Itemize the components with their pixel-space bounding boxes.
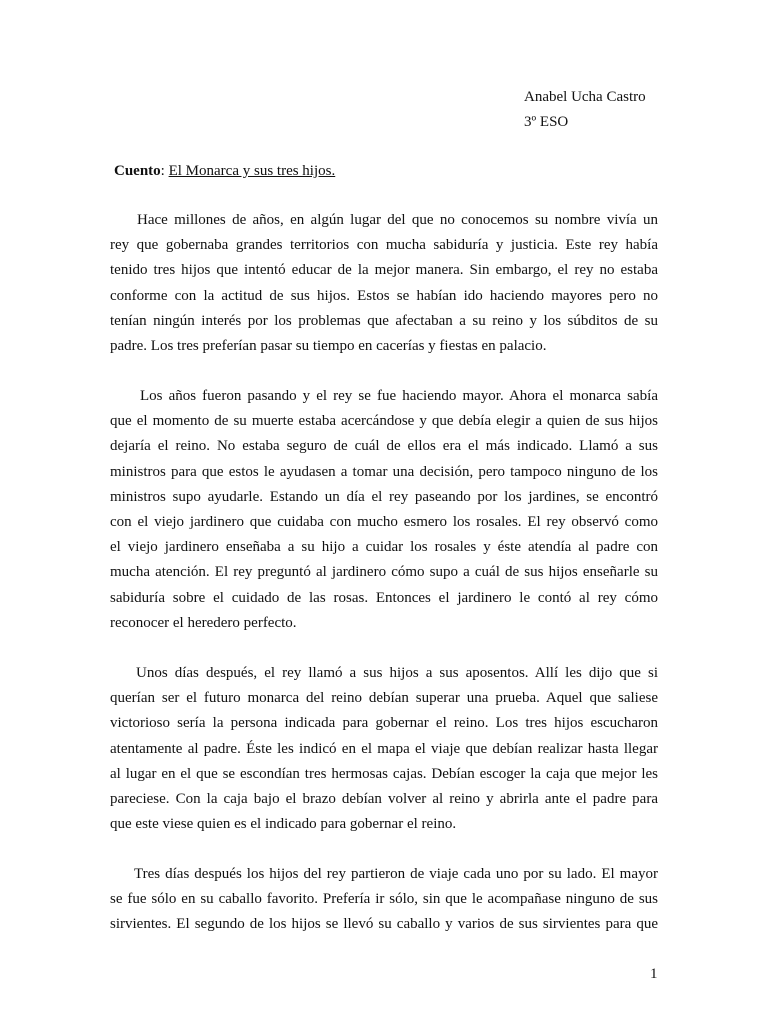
paragraph-line: Hace millones de años, en algún lugar del que no conocemos su nombre vivía un	[137, 212, 658, 228]
paragraph-line: pareciese. Con la caja bajo el brazo debían volver al reino y abrirla ante el padre para	[110, 791, 658, 808]
paragraph-line: Unos días después, el rey llamó a sus hijos a sus aposentos. Allí les dijo que si	[136, 665, 658, 681]
paragraph-line: tenían ningún interés por los problemas que afectaban a su reino y los súbditos de su	[110, 312, 658, 329]
title-text: El Monarca y sus tres hijos.	[168, 163, 336, 179]
paragraph-2	[110, 384, 658, 636]
paragraph-line: querían ser el futuro monarca del reino debían superar una prueba. Aquel que saliese	[110, 690, 658, 707]
paragraph-line: al lugar en el que se escondían tres hermosas cajas. Debían escoger la caja que mejor les	[110, 765, 658, 782]
paragraph-line: atentamente al padre. Éste les indicó en el mapa el viaje que debían realizar hasta llegar	[110, 740, 658, 757]
paragraph-line: reconocer el heredero perfecto.	[110, 614, 297, 631]
paragraph-3	[110, 661, 658, 837]
paragraph-line: dejaría el reino. No estaba seguro de cuál de ellos era el más indicado. Llamó a sus	[110, 438, 658, 455]
paragraph-line: sirvientes. El segundo de los hijos se llevó su caballo y varios de sus sirvientes para que	[110, 916, 658, 933]
paragraph-line: ministros para que estos le ayudasen a tomar una decisión, pero tampoco ninguno de los	[110, 463, 658, 480]
title-separator: :	[160, 163, 169, 179]
author-block	[524, 85, 646, 135]
paragraph-line: victorioso sería la persona indicada para gobernar el reino. Los tres hijos escucharon	[110, 715, 658, 732]
title-label: Cuento	[114, 163, 161, 179]
paragraph-4	[110, 862, 658, 938]
author-name: Anabel Ucha Castro	[524, 89, 646, 105]
paragraph-line: que este viese quien es el indicado para gobernar el reino.	[110, 816, 457, 833]
paragraph-line: que el momento de su muerte estaba acercándose y que debía elegir a quien de sus hijos	[110, 413, 658, 430]
paragraph-1	[110, 208, 658, 359]
paragraph-line: con el viejo jardinero que cuidaba con mucho esmero los rosales. El rey observó como	[110, 514, 658, 531]
paragraph-line: el viejo jardinero enseñaba a su hijo a cuidar los rosales y éste atendía al padre con	[110, 539, 658, 556]
paragraph-line: se fue sólo en su caballo favorito. Prefería ir sólo, sin que le acompañase ninguno de sus	[110, 891, 658, 908]
paragraph-line: Los años fueron pasando y el rey se fue haciendo mayor. Ahora el monarca sabía	[140, 388, 658, 404]
paragraph-line: mucha atención. El rey preguntó al jardinero cómo supo a cuál de sus hijos enseñarle su	[110, 564, 658, 581]
page-number: 1	[650, 966, 658, 982]
course-label: 3º ESO	[524, 114, 569, 130]
paragraph-line: tenido tres hijos que intentó educar de la mejor manera. Sin embargo, el rey no estaba	[110, 262, 658, 279]
paragraph-line: padre. Los tres preferían pasar su tiempo en cacerías y fiestas en palacio.	[110, 338, 547, 355]
paragraph-line: ministros supo ayudarle. Estando un día el rey paseando por los jardines, se encontró	[110, 488, 658, 505]
paragraph-line: conforme con la actitud de sus hijos. Estos se habían ido haciendo mayores pero no	[110, 287, 658, 304]
paragraph-line: rey que gobernaba grandes territorios con mucha sabiduría y justicia. Este rey había	[110, 237, 658, 254]
story-title	[114, 161, 335, 181]
paragraph-line: Tres días después los hijos del rey partieron de viaje cada uno por su lado. El mayor	[134, 866, 658, 882]
paragraph-line: sabiduría sobre el cuidado de las rosas. Entonces el jardinero le contó al rey cómo	[110, 589, 658, 606]
